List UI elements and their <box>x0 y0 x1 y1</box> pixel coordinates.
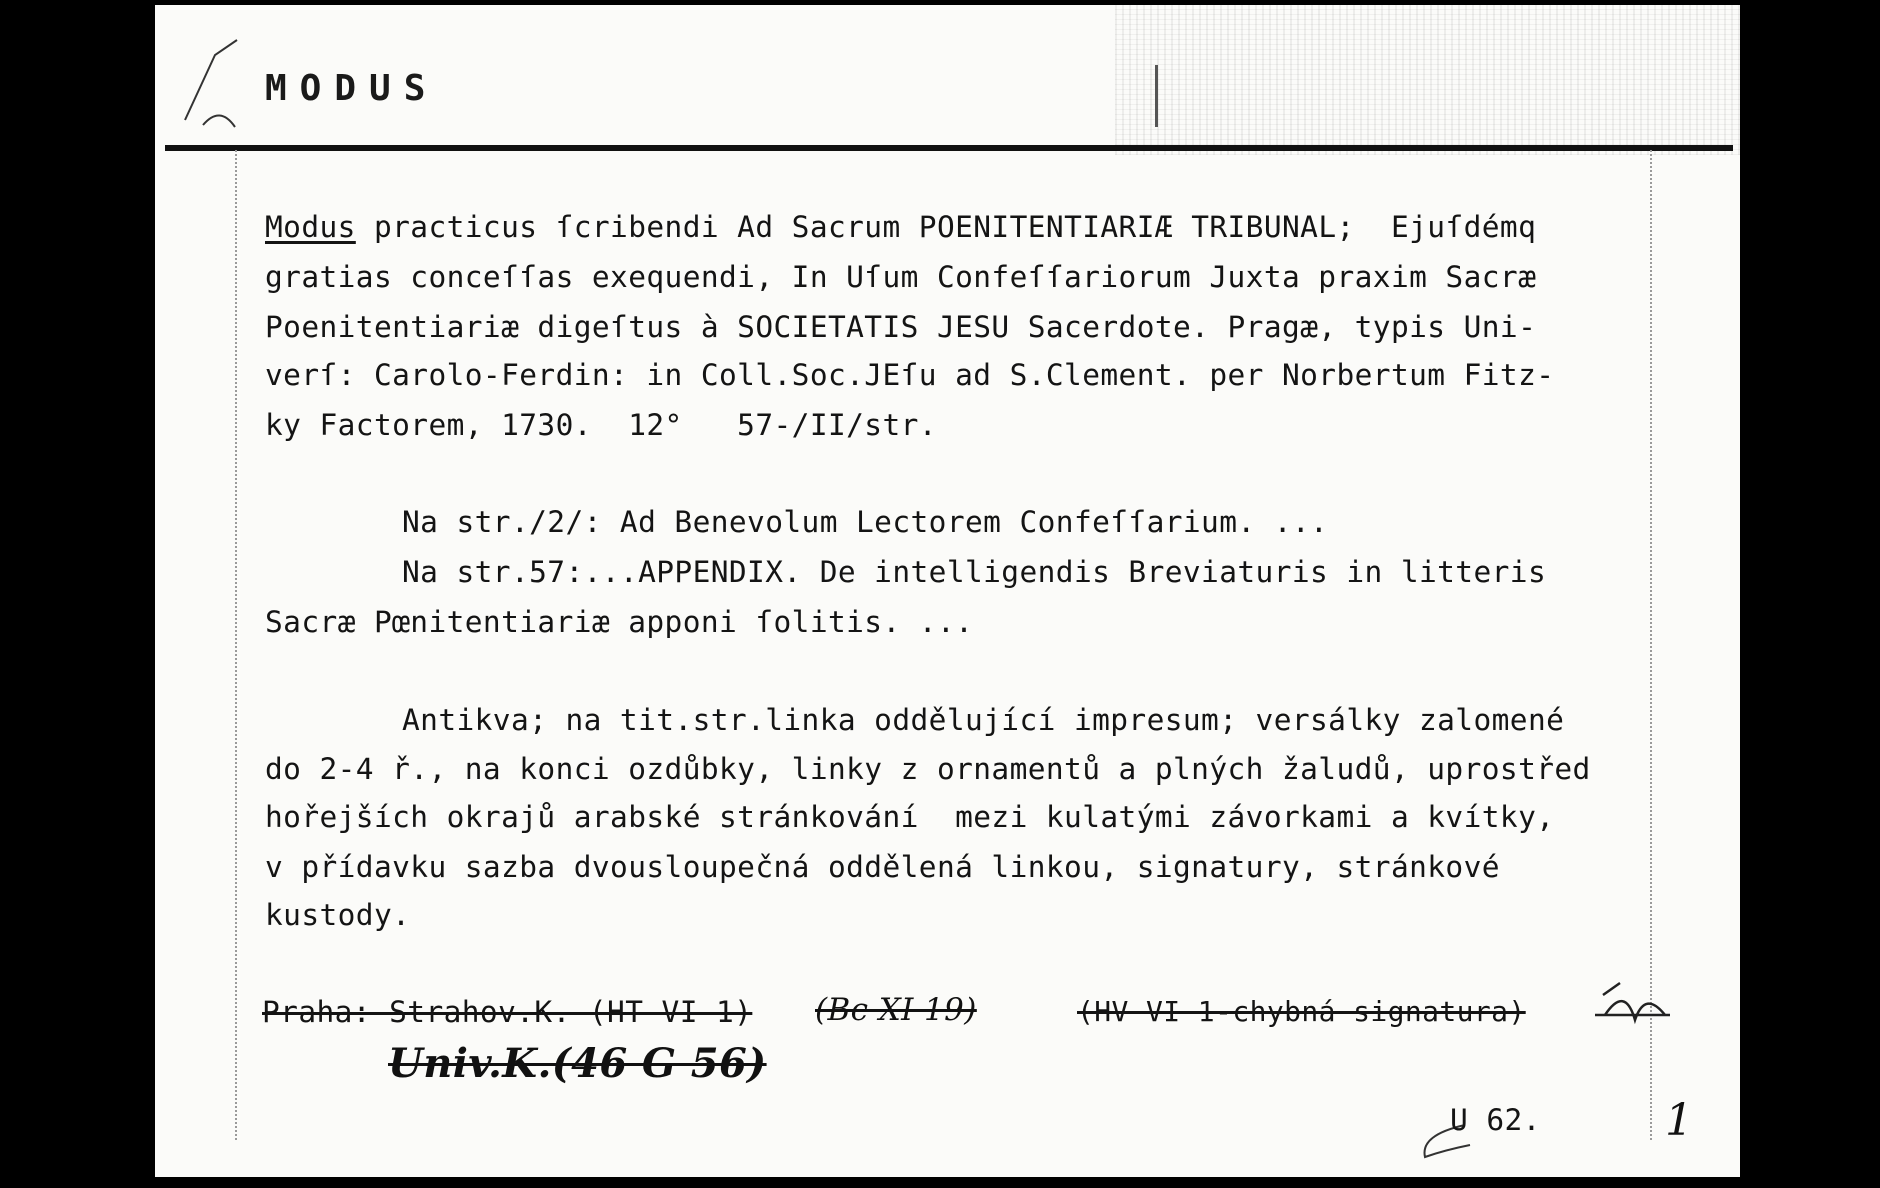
pencil-tick <box>1155 65 1158 127</box>
entry-line-5: ky Factorem, 1730. 12° 57-/II/str. <box>265 408 937 442</box>
handwritten-mark-top-left <box>175 35 255 135</box>
holding-strahov-typed: Praha: Strahov.K. (HT VI 1) <box>262 995 753 1029</box>
note-line-3: Sacræ Pœnitentiariæ apponi ſolitis. ... <box>265 605 974 639</box>
holding-university-library: Univ.K.(46 G 56) <box>388 1040 767 1087</box>
description-line-4: v přídavku sazba dvousloupečná oddělená linkou, signatury, stránkové <box>265 850 1500 884</box>
entry-line-3: Poenitentiariæ digeſtus à SOCIETATIS JESU Sacerdote. Pragæ, typis Uni- <box>265 310 1537 344</box>
page-mark: 1 <box>1665 1095 1694 1146</box>
holding-strahov-handwritten: (Bc XI 19) <box>815 992 977 1028</box>
catalog-number: U 62. <box>1450 1103 1541 1137</box>
entry-line-4: verſ: Carolo-Ferdin: in Coll.Soc.JEſu ad S.Clement. per Norbertum Fitz- <box>265 358 1555 392</box>
entry-title-word: Modus <box>265 210 356 244</box>
description-line-5: kustody. <box>265 898 411 932</box>
entry-line-2: gratias conceſſas exequendi, In Uſum Confeſſariorum Juxta praxim Sacræ <box>265 260 1537 294</box>
heading-rule <box>165 145 1733 151</box>
holding-signature-note: (HV VI 1-chybná signatura) <box>1077 995 1526 1028</box>
description-line-3: hořejších okrajů arabské stránkování mezi kulatými závorkami a kvítky, <box>265 800 1555 834</box>
note-line-1: Na str./2/: Ad Benevolum Lectorem Confeſſarium. ... <box>402 505 1329 539</box>
note-line-2: Na str.57:...APPENDIX. De intelligendis Breviaturis in litteris <box>402 555 1547 589</box>
description-line-2: do 2-4 ř., na konci ozdůbky, linky z ornamentů a plných žaludů, uprostřed <box>265 752 1591 786</box>
description-line-1: Antikva; na tit.str.linka oddělující impresum; versálky zalomené <box>402 703 1565 737</box>
left-margin-line <box>235 150 237 1140</box>
entry-line-1-rest: practicus ſcribendi Ad Sacrum POENITENTIARIÆ TRIBUNAL; Ejuſdémq <box>355 210 1537 244</box>
scan-noise <box>1115 5 1740 155</box>
handwritten-squiggle <box>1595 975 1675 1035</box>
card-heading: MODUS <box>265 68 439 109</box>
entry-line-1 <box>265 210 1536 244</box>
